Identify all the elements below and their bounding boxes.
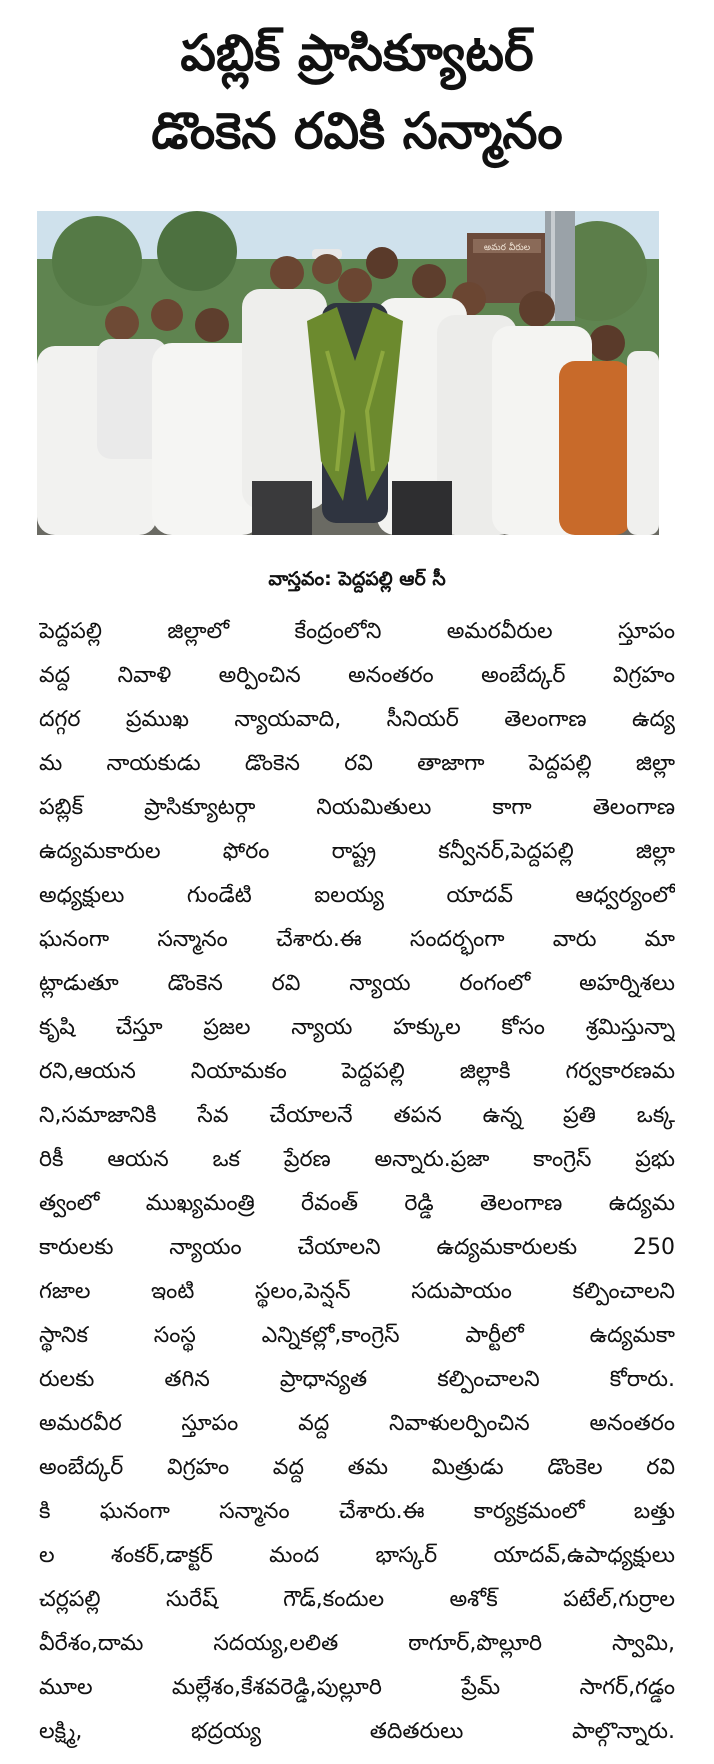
article-line: లక్ష్మి, భద్రయ్య తదితరులు పాల్గొన్నారు. bbox=[39, 1719, 675, 1744]
article-line: కృషి చేస్తూ ప్రజల న్యాయ హక్కుల కోసం శ్రమిస్తున్నా bbox=[39, 1015, 675, 1040]
article-line: త్వంలో ముఖ్యమంత్రి రేవంత్ రెడ్డి తెలంగాణ ఉద్యమ bbox=[39, 1191, 675, 1216]
dateline: వాస్తవం: పెద్దపల్లి ఆర్ సీ bbox=[268, 568, 446, 590]
article-line: అధ్యక్షులు గుండేటి ఐలయ్య యాదవ్ ఆధ్వర్యంలో bbox=[39, 883, 675, 908]
person-body bbox=[627, 351, 659, 535]
person-head bbox=[519, 291, 555, 327]
person-head bbox=[195, 308, 229, 342]
article-line: ని,సమాజానికి సేవ చేయాలనే తపన ఉన్న ప్రతి ఒక్క bbox=[39, 1103, 675, 1128]
article-line: పబ్లిక్ ప్రాసిక్యూటర్గా నియమితులు కాగా తెలంగాణ bbox=[39, 795, 675, 820]
article-line: కి ఘనంగా సన్మానం చేశారు.ఈ కార్యక్రమంలో బత్తు bbox=[39, 1499, 675, 1524]
person-head bbox=[412, 264, 446, 298]
person-trousers bbox=[392, 481, 452, 535]
person-head bbox=[270, 256, 304, 290]
memorial-banner-text: అమర వీరుల bbox=[483, 243, 531, 253]
felicitation-group-photo bbox=[37, 211, 659, 535]
person-head bbox=[589, 325, 625, 361]
article-line: ట్లాడుతూ డొంకెన రవి న్యాయ రంగంలో అహర్నిశలు bbox=[39, 971, 675, 996]
person-head bbox=[312, 254, 342, 284]
article-line: మ నాయకుడు డొంకెన రవి తాజాగా పెద్దపల్లి జిల్లా bbox=[39, 751, 675, 776]
article-line: రని,ఆయన నియామకం పెద్దపల్లి జిల్లాకి గర్వకారణమ bbox=[39, 1059, 675, 1084]
person-body-orange-shirt bbox=[559, 361, 631, 535]
article-line: వద్ద నివాళి అర్పించిన అనంతరం అంబేద్కర్ విగ్రహం bbox=[39, 663, 675, 688]
news-photo bbox=[37, 211, 659, 535]
article-line: రులకు తగిన ప్రాధాన్యత కల్పించాలని కోరారు. bbox=[39, 1367, 675, 1392]
photo-tree bbox=[52, 216, 142, 306]
article-line: ల శంకర్,డాక్టర్ మంద భాస్కర్ యాదవ్,ఉపాధ్యక్షులు bbox=[39, 1543, 675, 1568]
article-line: మూల మల్లేశం,కేశవరెడ్డి,పుల్లూరి ప్రేమ్ సాగర్,గడ్డం bbox=[39, 1675, 675, 1700]
article-line: స్థానిక సంస్థ ఎన్నికల్లో,కాంగ్రెస్ పార్టీలో ఉద్యమకా bbox=[39, 1323, 675, 1348]
person-head bbox=[366, 247, 398, 279]
article-line: ఉద్యమకారుల ఫోరం రాష్ట్ర కన్వీనర్,పెద్దపల్లి జిల్లా bbox=[39, 839, 675, 864]
article-line: పెద్దపల్లి జిల్లాలో కేంద్రంలోని అమరవీరుల స్తూపం bbox=[39, 619, 675, 644]
headline-line-2: డొంకెన రవికి సన్మానం bbox=[151, 102, 563, 160]
article-line: అంబేద్కర్ విగ్రహం వద్ద తమ మిత్రుడు డొంకెల రవి bbox=[39, 1455, 675, 1480]
article-line: గజాల ఇంటి స్థలం,పెన్షన్ సదుపాయం కల్పించాలని bbox=[39, 1279, 675, 1304]
article-line: అమరవీర స్తూపం వద్ద నివాళులర్పించిన అనంతరం bbox=[39, 1411, 675, 1436]
person-head-honoree bbox=[338, 268, 372, 302]
article-line: దగ్గర ప్రముఖ న్యాయవాది, సీనియర్ తెలంగాణ ఉద్య bbox=[39, 707, 675, 732]
article-line: రికీ ఆయన ఒక ప్రేరణ అన్నారు.ప్రజా కాంగ్రెస్ ప్రభు bbox=[39, 1147, 675, 1172]
person-head bbox=[105, 306, 139, 340]
article-line: కారులకు న్యాయం చేయాలని ఉద్యమకారులకు 250 bbox=[39, 1235, 675, 1260]
article-line: చర్లపల్లి సురేష్ గౌడ్,కందుల అశోక్ పటేల్,గుర్రాల bbox=[39, 1587, 675, 1612]
person-trousers bbox=[252, 481, 312, 535]
person-head bbox=[151, 299, 183, 331]
article-line: వీరేశం,దామ సదయ్య,లలిత ఠాగూర్,పొల్లూరి స్వామి, bbox=[39, 1631, 675, 1656]
article-body bbox=[39, 610, 675, 1754]
headline-line-1: పబ్లిక్ ప్రాసిక్యూటర్ bbox=[180, 24, 534, 82]
photo-tree bbox=[157, 211, 237, 291]
article-line: ఘనంగా సన్మానం చేశారు.ఈ సందర్భంగా వారు మా bbox=[39, 927, 675, 952]
